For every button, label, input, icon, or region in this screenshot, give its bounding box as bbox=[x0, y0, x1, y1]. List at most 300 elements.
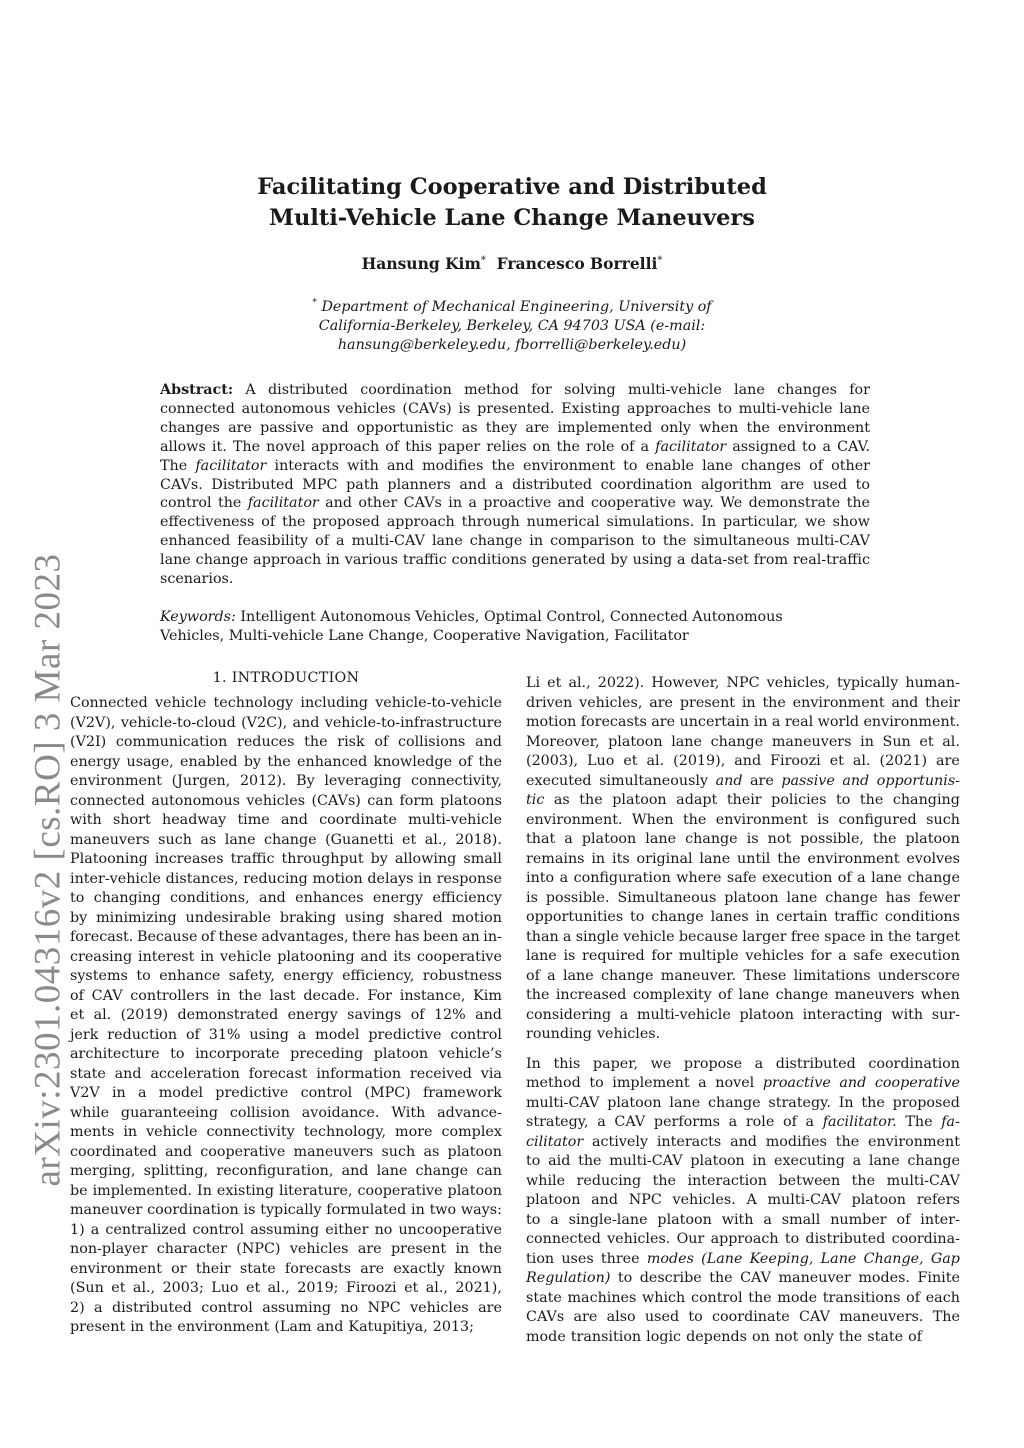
word: ments bbox=[70, 1124, 115, 1140]
word: in bbox=[741, 694, 756, 711]
word: traffic bbox=[230, 851, 275, 867]
word: a bbox=[550, 1211, 559, 1228]
word: to bbox=[136, 968, 151, 984]
word: collision bbox=[229, 1104, 290, 1121]
text-line bbox=[70, 1240, 502, 1260]
word: Kim bbox=[473, 987, 502, 1004]
word: a bbox=[852, 1153, 862, 1169]
word: by bbox=[370, 851, 388, 867]
word: and bbox=[165, 1143, 192, 1160]
text-line bbox=[526, 947, 960, 967]
word: in bbox=[455, 1241, 470, 1257]
word: environment bbox=[70, 773, 162, 789]
word: lane bbox=[671, 733, 702, 750]
word: conditions bbox=[884, 909, 960, 925]
word: savings bbox=[347, 1007, 402, 1023]
text-line bbox=[70, 1201, 502, 1221]
word: when bbox=[920, 987, 960, 1003]
text-line bbox=[70, 1045, 502, 1065]
keywords-line-1: Intelligent Autonomous Vehicles, Optimal Control, Connected Autonomous bbox=[240, 609, 783, 625]
text-line bbox=[526, 1211, 960, 1231]
word: vehicle-to-infrastructure bbox=[324, 714, 502, 731]
text-line bbox=[526, 928, 960, 948]
word: al., bbox=[425, 1280, 448, 1296]
text-line bbox=[70, 831, 502, 851]
word: vehicle-to-cloud bbox=[120, 714, 236, 731]
abstract-label: Abstract: bbox=[160, 382, 234, 398]
word: vehicles bbox=[410, 1299, 469, 1316]
word: implemented. bbox=[92, 1182, 193, 1199]
word: of bbox=[782, 1114, 797, 1130]
word: framework bbox=[422, 1085, 502, 1101]
word: platoon bbox=[447, 1143, 502, 1160]
word: change bbox=[708, 1094, 761, 1111]
word: as bbox=[423, 1143, 440, 1160]
word: multi-CAV bbox=[526, 1094, 600, 1111]
word: are bbox=[750, 772, 774, 789]
text-line bbox=[526, 908, 960, 928]
word: in bbox=[755, 909, 770, 925]
word: and bbox=[734, 753, 762, 769]
word: of bbox=[185, 1026, 200, 1043]
word: known bbox=[454, 1260, 502, 1277]
word: changing bbox=[93, 890, 161, 906]
word: information bbox=[316, 1065, 402, 1082]
word: enhance bbox=[159, 968, 221, 984]
word: 2012). bbox=[239, 773, 287, 789]
author-name: Hansung Kim bbox=[361, 254, 481, 273]
word: to bbox=[836, 792, 851, 808]
word: change bbox=[825, 889, 878, 906]
word: there bbox=[352, 929, 391, 945]
text-line bbox=[70, 1006, 502, 1026]
text-line bbox=[526, 889, 960, 909]
word: and bbox=[316, 1319, 344, 1335]
word: reduces bbox=[237, 734, 295, 750]
text-line bbox=[70, 772, 502, 792]
word: are bbox=[478, 1299, 502, 1316]
word: platoon bbox=[447, 1182, 502, 1199]
word: to bbox=[688, 1309, 703, 1325]
word: increased bbox=[555, 987, 627, 1003]
word: the bbox=[579, 792, 603, 808]
word: energy bbox=[70, 753, 121, 770]
word: lane bbox=[786, 889, 818, 906]
word: Finite bbox=[917, 1270, 960, 1286]
abstract-text: A distributed coordination method for solving multi-vehicle lane changes for connected autonomous vehicles (CAVs) is presented. Existing approaches to multi-vehicle lane changes are passive and opportunistic as they are implemented only when the environment allows it. The novel approach of this paper relies on the role of a bbox=[160, 382, 871, 455]
text-line bbox=[526, 1250, 960, 1270]
word: 2003; bbox=[162, 1280, 204, 1296]
word: possible. bbox=[545, 889, 610, 906]
word: (2003), bbox=[526, 753, 579, 769]
word: performs bbox=[653, 1114, 720, 1130]
word: present bbox=[70, 1319, 126, 1335]
word: modes bbox=[646, 1250, 694, 1267]
word: When bbox=[631, 811, 674, 828]
text-line bbox=[526, 1172, 960, 1192]
author-list bbox=[312, 254, 712, 273]
text-line bbox=[70, 694, 502, 714]
word: motion bbox=[526, 714, 577, 730]
word: change bbox=[775, 987, 829, 1003]
word: driven bbox=[526, 694, 573, 711]
word: environment bbox=[868, 1133, 960, 1150]
word: a bbox=[94, 1299, 103, 1316]
word: are bbox=[360, 1260, 385, 1277]
word: headway bbox=[162, 812, 227, 828]
word: motion bbox=[312, 870, 363, 887]
word: platoon bbox=[657, 1211, 712, 1228]
word: control bbox=[201, 1299, 253, 1316]
word: safe bbox=[853, 948, 883, 964]
word: to bbox=[617, 1270, 633, 1286]
text-line bbox=[70, 987, 502, 1007]
keywords-label: Keywords: bbox=[160, 609, 236, 625]
word: and bbox=[281, 812, 308, 828]
word: of bbox=[410, 1007, 425, 1023]
word: leveraging bbox=[324, 773, 402, 789]
word: a bbox=[763, 1211, 772, 1228]
word: and bbox=[842, 772, 870, 789]
word: target bbox=[915, 928, 960, 945]
word: Keeping, bbox=[749, 1250, 814, 1267]
word: to bbox=[170, 1046, 185, 1062]
word: lane bbox=[871, 870, 902, 886]
word: a bbox=[297, 1026, 307, 1043]
word: vehicles. bbox=[596, 1026, 661, 1042]
text-line bbox=[70, 948, 502, 968]
word: present bbox=[679, 694, 736, 711]
word: complexity bbox=[632, 987, 712, 1003]
word: than bbox=[526, 928, 559, 945]
word: al. bbox=[942, 733, 960, 750]
word: al., bbox=[267, 1280, 290, 1296]
word: coordinate bbox=[712, 1309, 790, 1325]
word: for bbox=[651, 948, 673, 964]
word: lane bbox=[738, 987, 770, 1003]
word: lane bbox=[562, 967, 594, 984]
word: connected bbox=[70, 792, 145, 809]
word: For bbox=[367, 987, 393, 1004]
word: platoon bbox=[851, 1192, 906, 1208]
word: its bbox=[393, 948, 411, 965]
word: platoon bbox=[608, 733, 663, 750]
word: mode bbox=[526, 1328, 566, 1345]
word: change bbox=[907, 1153, 960, 1169]
word: V2V bbox=[70, 1085, 100, 1101]
text-line bbox=[526, 1074, 960, 1094]
abstract bbox=[160, 381, 870, 589]
title-line-2: Multi-Vehicle Lane Change Maneuvers bbox=[269, 205, 755, 231]
word: multi-CAV bbox=[886, 1172, 960, 1189]
word: lanes bbox=[710, 909, 749, 925]
word: typically bbox=[260, 1202, 322, 1218]
word: model bbox=[315, 1026, 360, 1043]
word: last bbox=[269, 987, 296, 1004]
word: literature, bbox=[279, 1182, 353, 1199]
word: et bbox=[402, 831, 417, 848]
word: predictive bbox=[215, 1085, 289, 1101]
word: However, bbox=[651, 675, 720, 691]
word: the bbox=[777, 850, 801, 867]
word: lane bbox=[669, 1094, 701, 1111]
word: 1) bbox=[70, 1221, 85, 1238]
text-line bbox=[526, 986, 960, 1006]
word: incorporate bbox=[195, 1046, 280, 1062]
word: also bbox=[606, 1309, 636, 1325]
word: not bbox=[774, 1328, 799, 1345]
word: inter- bbox=[920, 1211, 960, 1228]
word: distances, bbox=[165, 870, 239, 887]
word: in bbox=[753, 714, 768, 730]
word: tic bbox=[526, 792, 545, 808]
word: vehicles bbox=[246, 792, 306, 809]
word: 2013; bbox=[432, 1319, 474, 1335]
word: small bbox=[463, 851, 502, 867]
word: motion bbox=[451, 909, 502, 926]
word: describe bbox=[639, 1270, 702, 1286]
word: lane bbox=[376, 1163, 408, 1179]
word: an bbox=[461, 929, 480, 945]
word: original bbox=[636, 850, 693, 867]
word: multi-vehicle bbox=[408, 812, 502, 828]
word: the bbox=[682, 811, 707, 828]
word: such bbox=[158, 831, 192, 848]
word: and bbox=[114, 1065, 142, 1082]
word: in bbox=[752, 1153, 767, 1169]
word: to bbox=[526, 1211, 541, 1228]
word: execution bbox=[761, 870, 833, 886]
word: and bbox=[258, 890, 286, 906]
text-line bbox=[70, 850, 502, 870]
text-line bbox=[526, 1230, 960, 1250]
word: form bbox=[399, 792, 434, 809]
word: possible, bbox=[800, 831, 864, 847]
word: that bbox=[526, 831, 556, 847]
word: lane bbox=[526, 948, 557, 964]
word: In bbox=[526, 1055, 541, 1072]
word: CAV bbox=[799, 1309, 830, 1325]
word: connectivity bbox=[206, 1124, 295, 1140]
word: modes. bbox=[858, 1270, 910, 1286]
word: et bbox=[829, 753, 844, 769]
word: predictive bbox=[368, 1026, 442, 1043]
word: (V2I) bbox=[70, 734, 107, 750]
word: until bbox=[737, 850, 771, 867]
word: in bbox=[591, 850, 606, 867]
word: Simultaneous bbox=[617, 889, 717, 906]
word: the bbox=[652, 1172, 677, 1189]
word: larger bbox=[742, 928, 787, 945]
word: fewer bbox=[918, 889, 960, 906]
word: tion bbox=[526, 1250, 555, 1267]
word: certain bbox=[776, 909, 828, 925]
word: energy bbox=[287, 1007, 338, 1023]
word: state bbox=[239, 1260, 276, 1277]
word: has bbox=[394, 929, 420, 945]
word: state bbox=[526, 1289, 562, 1306]
text-line bbox=[526, 1006, 960, 1026]
word: existing bbox=[216, 1182, 275, 1199]
word: typically bbox=[837, 675, 899, 691]
word: autonomous bbox=[151, 792, 240, 809]
word: uses bbox=[561, 1250, 594, 1267]
word: by bbox=[243, 753, 262, 770]
word: either bbox=[325, 1221, 369, 1238]
word: the bbox=[709, 1270, 733, 1286]
word: including bbox=[300, 695, 369, 711]
word: adapt bbox=[676, 792, 718, 808]
text-line bbox=[70, 714, 502, 734]
word: in bbox=[200, 948, 215, 965]
word: the bbox=[887, 928, 912, 945]
word: controllers bbox=[130, 987, 210, 1004]
word: are bbox=[357, 1241, 382, 1257]
word: evolves bbox=[906, 850, 960, 867]
word: maneuvers bbox=[293, 1143, 374, 1160]
word: platoon bbox=[690, 1153, 745, 1169]
word: single bbox=[575, 928, 619, 945]
word: the bbox=[478, 1241, 502, 1257]
word: assuming bbox=[262, 1299, 332, 1316]
word: centralized bbox=[105, 1221, 187, 1238]
word: where bbox=[676, 870, 722, 886]
word: distributed bbox=[111, 1299, 192, 1316]
word: into bbox=[526, 870, 555, 886]
word: risk bbox=[337, 734, 365, 750]
word: actively bbox=[591, 1133, 649, 1150]
word: The bbox=[905, 1114, 933, 1130]
word: of bbox=[837, 870, 852, 886]
affiliation-line-1: Department of Mechanical Engineering, University of bbox=[321, 298, 712, 315]
word: CAVs bbox=[526, 1309, 565, 1325]
word: multi-CAV bbox=[767, 1192, 841, 1208]
word: of bbox=[908, 1328, 922, 1345]
word: change bbox=[264, 831, 317, 848]
text-line bbox=[526, 830, 960, 850]
word: architecture bbox=[70, 1046, 160, 1062]
word: al. bbox=[852, 753, 871, 769]
word: guaranteeing bbox=[120, 1104, 218, 1121]
word: single-lane bbox=[568, 1211, 648, 1228]
word: used bbox=[644, 1309, 680, 1325]
word: energy bbox=[283, 968, 334, 984]
word: Lane bbox=[820, 1250, 857, 1267]
word: change bbox=[907, 870, 960, 886]
word: acceleration bbox=[150, 1065, 240, 1082]
word: change bbox=[710, 733, 764, 750]
word: efficiency bbox=[432, 890, 502, 906]
word: of bbox=[201, 929, 215, 945]
word: lane bbox=[645, 831, 677, 847]
word: Li bbox=[526, 675, 541, 691]
word: Moreover, bbox=[526, 733, 600, 750]
word: cooperative bbox=[200, 1143, 286, 1160]
word: to bbox=[784, 1231, 800, 1247]
word: three bbox=[600, 1250, 640, 1267]
word: approach bbox=[710, 1231, 779, 1247]
word: traffic bbox=[834, 909, 879, 925]
text-line bbox=[70, 870, 502, 890]
word: (Guanetti bbox=[325, 831, 394, 848]
word: using bbox=[249, 1026, 289, 1043]
word: a bbox=[137, 1085, 147, 1101]
word: coordination bbox=[868, 1055, 960, 1072]
word: cooperative bbox=[357, 1182, 443, 1199]
word: of bbox=[526, 967, 540, 984]
title-line-1: Facilitating Cooperative and Distributed bbox=[257, 174, 767, 200]
word: is bbox=[817, 811, 830, 828]
word: the bbox=[478, 753, 502, 770]
word: in bbox=[411, 1202, 425, 1218]
word: (Lam bbox=[274, 1319, 312, 1335]
word: vehicle bbox=[154, 695, 207, 711]
word: a bbox=[564, 831, 573, 847]
word: the bbox=[748, 1289, 772, 1306]
word: configured bbox=[838, 811, 917, 828]
text-line bbox=[526, 752, 960, 772]
word: and bbox=[360, 948, 388, 965]
word: NPC bbox=[367, 1299, 401, 1316]
word: 2018). bbox=[455, 831, 502, 848]
word: to bbox=[70, 890, 85, 906]
word: reducing bbox=[243, 870, 308, 887]
word: 31% bbox=[208, 1026, 241, 1043]
word: safety, bbox=[228, 968, 275, 984]
word: vehicles bbox=[745, 948, 805, 964]
word: as bbox=[553, 792, 570, 808]
word: platoon bbox=[607, 1094, 662, 1111]
word: creasing bbox=[70, 948, 133, 965]
word: to bbox=[589, 1075, 604, 1091]
word: instance, bbox=[399, 987, 466, 1004]
word: non-player bbox=[70, 1241, 148, 1257]
word: between bbox=[778, 1172, 841, 1189]
word: environment. bbox=[863, 714, 960, 730]
word: enhances bbox=[295, 890, 364, 906]
text-line bbox=[526, 1133, 960, 1153]
word: human- bbox=[905, 675, 960, 691]
word: of bbox=[906, 1289, 921, 1306]
word: is bbox=[563, 948, 576, 964]
word: reconfiguration, bbox=[216, 1163, 334, 1179]
affiliation-block bbox=[262, 294, 762, 355]
word: connected bbox=[526, 1231, 601, 1247]
text-line bbox=[526, 1152, 960, 1172]
affiliation-line-2: California-Berkeley, Berkeley, CA 94703 USA (e-mail: bbox=[318, 317, 706, 334]
word: A bbox=[746, 1192, 757, 1208]
word: vehicle’s bbox=[438, 1046, 502, 1062]
word: lane bbox=[224, 831, 256, 848]
word: (NPC) bbox=[236, 1241, 281, 1257]
word: and bbox=[341, 1163, 369, 1179]
word: demonstrated bbox=[177, 1007, 279, 1023]
word: or bbox=[171, 1260, 187, 1277]
word: NPC bbox=[628, 1192, 662, 1208]
word: decade. bbox=[303, 987, 360, 1004]
word: vehicles, bbox=[579, 694, 643, 711]
word: time bbox=[237, 812, 270, 828]
word: (2019) bbox=[120, 1007, 169, 1023]
word: simultaneously bbox=[599, 772, 709, 789]
right-text-column bbox=[526, 674, 960, 1347]
word: are bbox=[649, 694, 674, 711]
text-line bbox=[526, 733, 960, 753]
word: in bbox=[869, 928, 884, 945]
word: environment bbox=[70, 1260, 162, 1277]
word: change bbox=[415, 1163, 469, 1179]
text-line bbox=[526, 1094, 960, 1114]
